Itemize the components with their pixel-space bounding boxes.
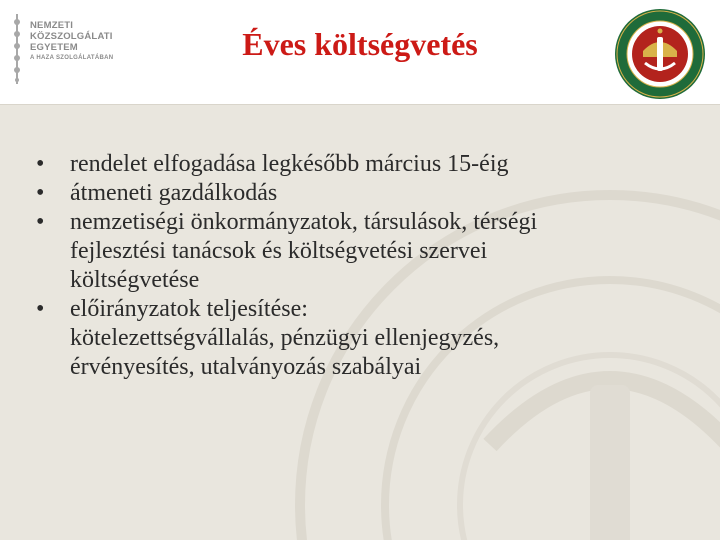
- logo-tagline: A HAZA SZOLGÁLATÁBAN: [30, 55, 114, 61]
- bullet-line: előirányzatok teljesítése:: [70, 296, 308, 322]
- bullet-line: átmeneti gazdálkodás: [70, 180, 278, 206]
- bullet-mark: •: [36, 151, 45, 177]
- list-item: [36, 179, 676, 208]
- logo-ornament-icon: [10, 14, 24, 84]
- bullet-line: nemzetiségi önkormányzatok, társulások, térségi: [70, 209, 538, 235]
- slide-title: Éves költségvetés: [242, 26, 478, 62]
- bullet-mark: •: [36, 209, 45, 235]
- header-divider: [0, 104, 720, 105]
- list-item: [36, 295, 676, 382]
- bullet-line: fejlesztési tanácsok és költségvetési szervei: [70, 238, 488, 264]
- logo-line: EGYETEM: [30, 42, 78, 53]
- bullet-line: rendelet elfogadása legkésőbb március 15-éig: [70, 151, 509, 177]
- logo-line: KÖZSZOLGÁLATI: [30, 31, 113, 42]
- bullet-mark: •: [36, 180, 45, 206]
- university-seal-icon: [613, 7, 707, 101]
- list-item: [36, 208, 676, 295]
- bullet-list: [36, 150, 676, 382]
- bullet-line: érvényesítés, utalványozás szabályai: [70, 354, 422, 380]
- university-logo: [10, 14, 125, 84]
- bullet-mark: •: [36, 296, 45, 322]
- logo-line: NEMZETI: [30, 20, 74, 31]
- logo-text: [30, 20, 113, 63]
- bullet-line: kötelezettségvállalás, pénzügyi ellenjegyzés,: [70, 325, 500, 351]
- list-item: [36, 150, 676, 179]
- bullet-line: költségvetése: [70, 267, 200, 293]
